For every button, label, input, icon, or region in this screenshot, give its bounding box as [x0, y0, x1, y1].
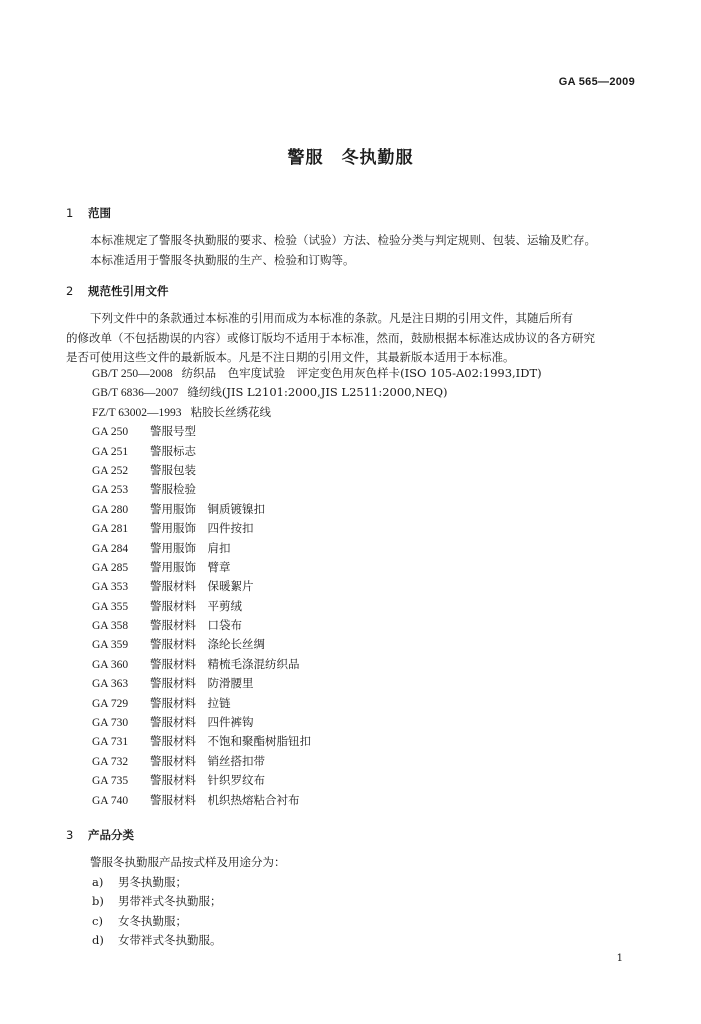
section-title: 产品分类	[88, 828, 134, 842]
reference-title: 警服材料 四件裤钩	[150, 715, 254, 730]
reference-item	[92, 364, 542, 383]
reference-item	[92, 674, 542, 693]
section-title: 范围	[88, 206, 111, 220]
reference-title: 警服材料 销丝搭扣带	[150, 753, 265, 768]
paragraph: 警服冬执勤服产品按式样及用途分为：	[90, 855, 286, 869]
reference-code: GA 280	[92, 503, 129, 516]
section-number: 2	[66, 284, 74, 298]
reference-title: 警服材料 不饱和聚酯树脂钮扣	[150, 734, 311, 749]
reference-item	[92, 635, 542, 654]
reference-code: GA 363	[92, 678, 129, 691]
reference-title: 警服包装	[150, 462, 196, 477]
reference-code: GA 358	[92, 620, 129, 633]
reference-code: GA 285	[92, 561, 129, 574]
reference-code: GA 284	[92, 542, 129, 555]
list-text: 男带袢式冬执勤服；	[118, 894, 222, 909]
reference-item	[92, 500, 542, 519]
reference-code: GA 729	[92, 697, 129, 710]
reference-code: GB/T 250—2008	[92, 368, 173, 380]
reference-code: GA 735	[92, 775, 129, 788]
section-3-heading	[66, 827, 134, 843]
reference-code: GA 359	[92, 639, 129, 652]
reference-title: 警服材料 针织罗纹布	[150, 773, 265, 788]
reference-item	[92, 519, 542, 538]
reference-title: 警用服饰 铜质镀镍扣	[150, 501, 265, 516]
reference-item	[92, 577, 542, 596]
reference-list	[92, 364, 542, 810]
reference-item	[92, 558, 542, 577]
reference-item	[92, 480, 542, 499]
section-2-heading	[66, 283, 169, 299]
reference-title: 警服材料 保暖絮片	[150, 579, 254, 594]
reference-item	[92, 616, 542, 635]
reference-item	[92, 442, 542, 461]
reference-item	[92, 383, 542, 402]
reference-title: 警服材料 机织热熔粘合衬布	[150, 792, 300, 807]
list-item	[92, 873, 222, 892]
reference-code: GA 252	[92, 464, 129, 477]
list-marker: b)	[92, 894, 104, 909]
reference-code: GA 360	[92, 658, 129, 671]
reference-code: GA 730	[92, 717, 129, 730]
list-marker: a)	[92, 875, 104, 889]
reference-item	[92, 539, 542, 558]
reference-item	[92, 597, 542, 616]
reference-code: FZ/T 63002—1993	[92, 406, 182, 419]
document-title: 警服 冬执勤服	[287, 148, 414, 168]
paragraph: 本标准适用于警服冬执勤服的生产、检验和订购等。	[90, 252, 355, 267]
reference-code: GA 740	[92, 794, 129, 807]
paragraph-line: 是否可使用这些文件的最新版本。凡是不注日期的引用文件，其最新版本适用于本标准。	[66, 350, 515, 364]
reference-code: GA 253	[92, 484, 129, 497]
reference-item	[92, 752, 542, 771]
reference-item	[92, 461, 542, 480]
reference-title: 警服号型	[150, 424, 196, 439]
list-item	[92, 892, 222, 911]
reference-title: 缝纫线(JIS L2101:2000,JIS L2511:2000,NEQ)	[187, 385, 448, 400]
classification-list	[92, 873, 222, 951]
section-title: 规范性引用文件	[88, 284, 169, 298]
reference-title: 警服标志	[150, 443, 196, 458]
list-marker: c)	[92, 913, 103, 928]
reference-item	[92, 771, 542, 790]
reference-code: GA 731	[92, 736, 129, 749]
reference-title: 警用服饰 肩扣	[150, 540, 231, 555]
reference-code: GA 251	[92, 445, 129, 458]
reference-item	[92, 732, 542, 751]
reference-title: 警服材料 口袋布	[150, 618, 242, 633]
reference-item	[92, 694, 542, 713]
reference-code: GA 353	[92, 581, 129, 594]
list-item	[92, 912, 222, 931]
section-3-intro	[66, 853, 638, 873]
section-number: 1	[66, 206, 74, 220]
list-text: 女带袢式冬执勤服。	[118, 933, 222, 948]
reference-title: 警服材料 拉链	[150, 695, 231, 710]
reference-item	[92, 403, 542, 422]
reference-code: GA 281	[92, 523, 129, 536]
reference-item	[92, 713, 542, 732]
reference-title: 警服材料 精梳毛涤混纺织品	[150, 656, 300, 671]
reference-code: GB/T 6836—2007	[92, 387, 179, 400]
list-marker: d)	[92, 933, 104, 948]
reference-title: 警服检验	[150, 482, 196, 497]
section-number: 3	[66, 828, 74, 842]
reference-code: GA 732	[92, 755, 129, 768]
reference-item	[92, 422, 542, 441]
section-2-intro	[66, 309, 638, 368]
reference-item	[92, 655, 542, 674]
reference-title: 警服材料 涤纶长丝绸	[150, 637, 265, 652]
standard-code: GA 565—2009	[558, 76, 635, 88]
section-1-body	[66, 231, 638, 270]
reference-title: 粘胶长丝绣花线	[190, 404, 272, 419]
reference-title: 警用服饰 四件按扣	[150, 521, 254, 536]
paragraph-line: 下列文件中的条款通过本标准的引用而成为本标准的条款。凡是注日期的引用文件，其随后所有	[90, 311, 573, 325]
reference-title: 警用服饰 臂章	[150, 559, 231, 574]
list-text: 女冬执勤服；	[118, 913, 187, 928]
page-number: 1	[616, 953, 623, 964]
paragraph: 本标准规定了警服冬执勤服的要求、检验（试验）方法、检验分类与判定规则、包装、运输及贮存。	[90, 233, 596, 247]
reference-code: GA 355	[92, 600, 129, 613]
list-item	[92, 931, 222, 950]
paragraph-line: 的修改单（不包括勘误的内容）或修订版均不适用于本标准，然而，鼓励根据本标准达成协议的各方研究	[66, 330, 595, 345]
reference-title: 警服材料 防滑腰里	[150, 676, 254, 691]
reference-item	[92, 791, 542, 810]
reference-code: GA 250	[92, 426, 129, 439]
reference-title: 纺织品 色牢度试验 评定变色用灰色样卡(ISO 105-A02:1993,IDT)	[181, 366, 542, 380]
reference-title: 警服材料 平剪绒	[150, 598, 242, 613]
list-text: 男冬执勤服；	[118, 875, 187, 889]
section-1-heading	[66, 205, 111, 221]
